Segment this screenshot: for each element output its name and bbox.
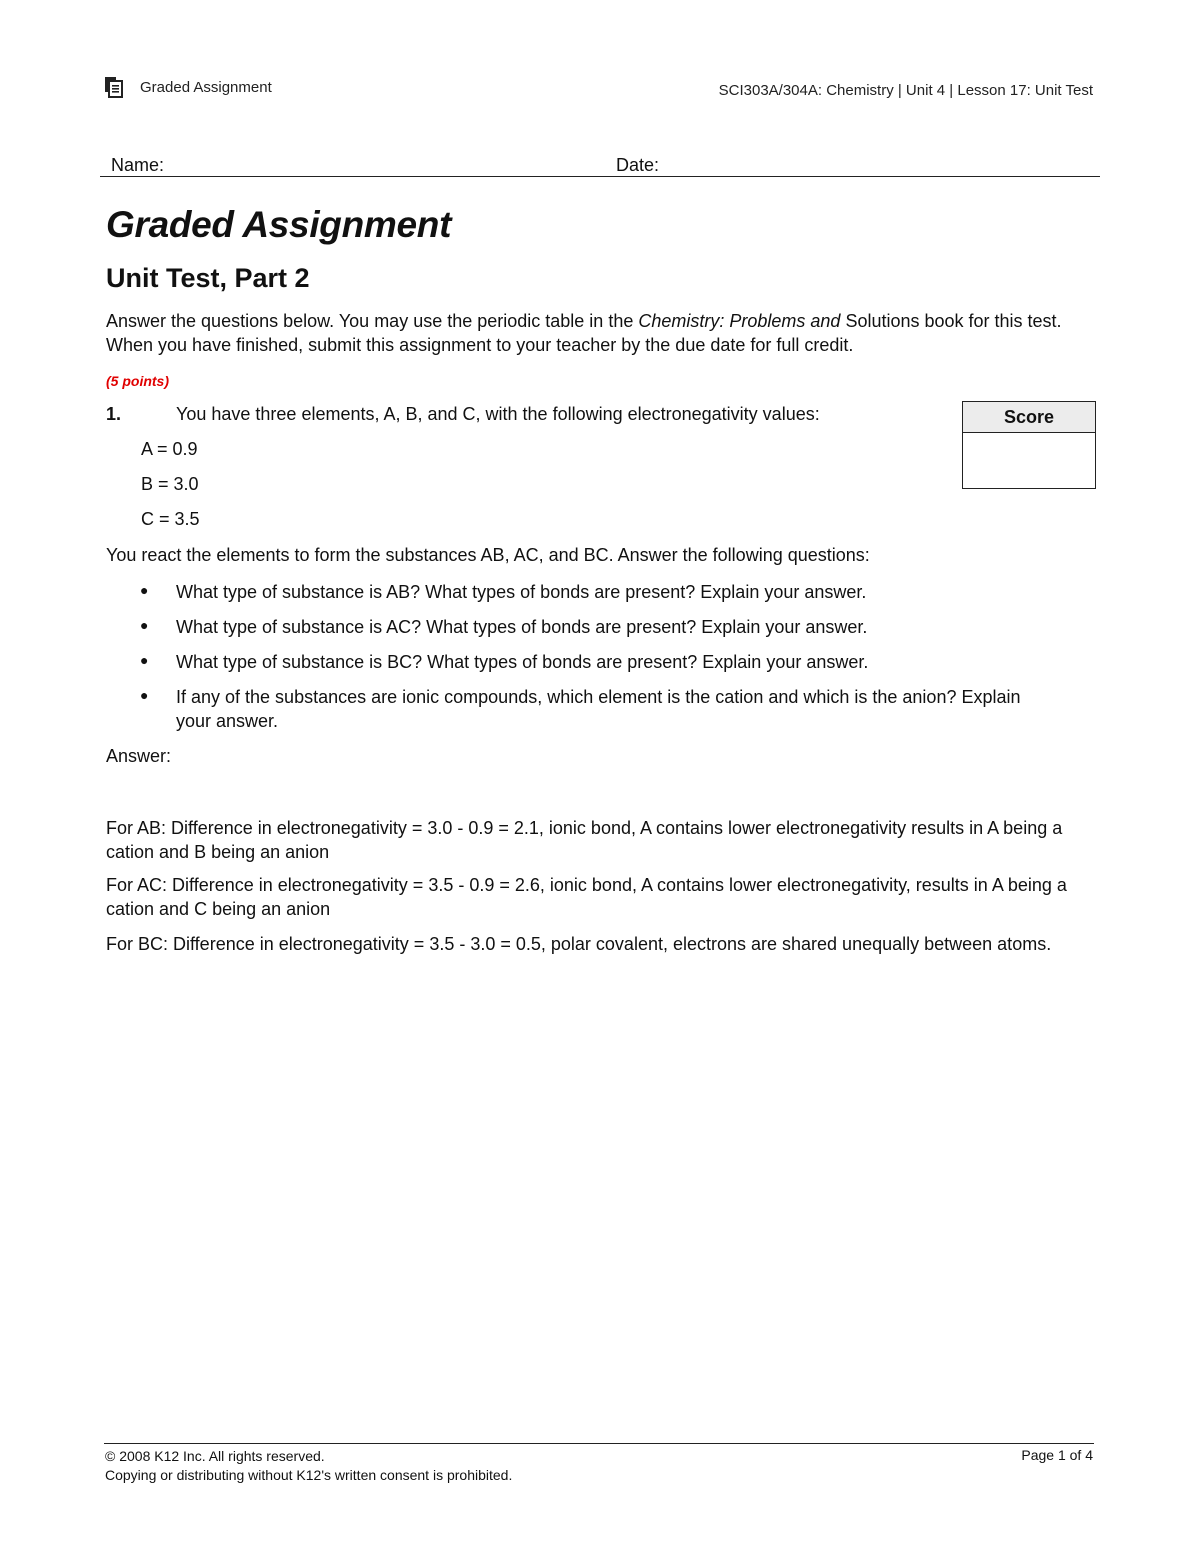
value-b: B = 3.0 xyxy=(141,474,199,494)
bullet-item: What type of substance is BC? What types of bonds are present? Explain your answer. xyxy=(176,652,869,672)
header-left xyxy=(104,76,272,98)
page-number: Page 1 of 4 xyxy=(1021,1447,1093,1463)
document-stack-icon xyxy=(104,76,126,98)
name-field-label: Name: xyxy=(111,155,165,175)
question-number: 1. xyxy=(106,404,122,424)
score-entry-area[interactable] xyxy=(963,433,1095,487)
points-label: (5 points) xyxy=(106,373,169,389)
answer-label: Answer: xyxy=(106,746,172,766)
page-subtitle: Unit Test, Part 2 xyxy=(106,263,310,293)
date-field-label: Date: xyxy=(616,155,660,175)
intro-part2: Solutions book for this test. When you have finished, submit this assignment to your teacher by the due date for full credit. xyxy=(106,311,1062,355)
score-box xyxy=(962,401,1096,489)
bullet-item: If any of the substances are ionic compounds, which element is the cation and which is the anion? Explain your answer. xyxy=(176,687,1021,731)
footer-notice: Copying or distributing without K12's written consent is prohibited. xyxy=(105,1467,513,1483)
page-title: Graded Assignment xyxy=(106,204,452,245)
answer-line-bc: For BC: Difference in electronegativity = 3.5 - 3.0 = 0.5, polar covalent, electrons are shared unequally between atoms. xyxy=(106,934,1052,954)
bullet-item: What type of substance is AC? What types of bonds are present? Explain your answer. xyxy=(176,617,868,637)
footer-rule xyxy=(104,1443,1094,1444)
intro-paragraph xyxy=(106,309,1096,357)
bullet-icon: ● xyxy=(140,652,149,668)
bullet-item: What type of substance is AB? What types of bonds are present? Explain your answer. xyxy=(176,582,867,602)
intro-book-title: Chemistry: Problems and xyxy=(638,311,841,331)
bullet-icon: ● xyxy=(140,582,149,598)
header-assignment-label: Graded Assignment xyxy=(140,78,272,96)
value-a: A = 0.9 xyxy=(141,439,198,459)
name-date-rule xyxy=(100,176,1100,177)
answer-line-ac: For AC: Difference in electronegativity = 3.5 - 0.9 = 2.6, ionic bond, A contains lower electronegativity, results in A being a cation and C being an anion xyxy=(106,875,1067,919)
reaction-text: You react the elements to form the substances AB, AC, and BC. Answer the following questions: xyxy=(106,545,870,565)
value-c: C = 3.5 xyxy=(141,509,200,529)
bullet-icon: ● xyxy=(140,617,149,633)
intro-part1: Answer the questions below. You may use the periodic table in the xyxy=(106,311,639,331)
footer-copyright: © 2008 K12 Inc. All rights reserved. xyxy=(105,1448,325,1464)
header-course-label: SCI303A/304A: Chemistry | Unit 4 | Lesson 17: Unit Test xyxy=(718,82,1093,99)
bullet-icon: ● xyxy=(140,687,149,703)
footer-left xyxy=(105,1447,512,1485)
score-header: Score xyxy=(963,402,1095,433)
question-text: You have three elements, A, B, and C, with the following electronegativity values: xyxy=(176,404,820,424)
answer-line-ab: For AB: Difference in electronegativity = 3.0 - 0.9 = 2.1, ionic bond, A contains lower electronegativity results in A being a cation and B being an anion xyxy=(106,818,1063,862)
